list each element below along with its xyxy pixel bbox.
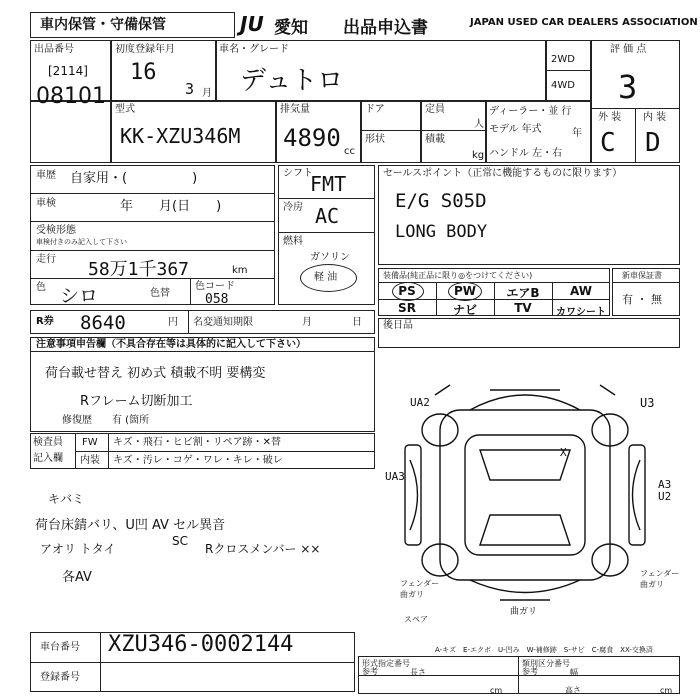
lot-sub: [2114] [48,64,88,78]
bottom-damage: 曲ガリ [510,607,538,617]
ac-label: 冷房 [283,202,303,213]
color-code: 058 [205,292,229,307]
ext-grade: C [600,128,616,158]
extra-5: Rクロスメンバー ×× [205,542,321,556]
tax-day: 日 [352,317,362,328]
month-unit: 月 [202,88,212,99]
spare-label: スペア [404,615,428,624]
fender-left: フェンダー 曲ガリ [400,579,440,599]
reg-number-label: 登録番号 [40,672,80,683]
warranty-label: 新車保証書 [622,271,662,280]
kg-unit: kg [472,150,485,161]
fw-items: キズ・飛石・ヒビ割・リペア跡・✕替 [113,437,281,448]
model-year-label: モデル 年式 [489,124,542,135]
shift-value: FMT [310,172,347,196]
lot-label: 出品番号 [34,44,74,55]
warranty-value: 有 ・ 無 [622,293,662,306]
after-label: 後日品 [383,320,413,331]
inspector-label1: 検査員 [33,437,63,448]
ju-logo: JU [240,12,264,36]
accept-label: 受検形態 [36,225,76,236]
dmg-mark: X [560,446,567,459]
tax-label: 名変通知期限 [193,317,253,328]
color-code-label: 色コード [195,281,235,292]
equip-leather: カワシート [556,307,606,318]
equip-tv: TV [514,301,532,315]
equip-ps: PS [398,284,416,298]
length-cm: cm [490,686,503,695]
ps-circle [392,282,424,301]
handle-label: ハンドル 左・右 [489,148,563,159]
equip-navi: ナビ [452,303,477,317]
color-value: シロ [60,285,99,307]
tax-month: 月 [302,317,312,328]
dmg-a3: A3 [658,478,672,491]
equip-aw: AW [570,284,592,298]
car-name: デュトロ [240,66,344,96]
dealer-label: ディーラー・並 行 [489,106,572,117]
shift-label: シフト [283,168,313,179]
reg-year: 16 [130,60,157,85]
car-name-label: 車名・グレード [219,44,289,55]
int-label: 内 装 [643,112,667,123]
category-label: 類別区分番号 [522,659,570,668]
sales-box [378,165,680,265]
disp-label: 排気量 [280,104,310,115]
history-label: 車歴 [36,170,56,181]
repair-label: 修復歴 有 (箇所 [62,415,150,426]
equip-sr: SR [398,301,416,315]
reg-label: 初度登録年月 [115,44,175,55]
width-label: 幅 [570,668,578,677]
sales-line2: LONG BODY [395,222,488,242]
sales-line1: E/G S05D [395,190,487,212]
drive-4wd: 4WD [551,80,575,91]
load-label: 積載 [425,134,445,145]
int-items: キズ・汚レ・コゲ・ワレ・キレ・破レ [113,455,283,466]
notes-label: 注意事項申告欄（不具合存在等は具体的に記入して下さい） [36,339,306,350]
fender-right: フェンダー 曲ガリ [640,569,680,589]
extra-4: アオリ トタイ [40,542,116,556]
reg-month: 3 [185,80,195,98]
fw-label: FW [82,437,98,448]
chassis-number: XZU346-0002144 [108,632,294,657]
int-label2: 内装 [80,455,100,466]
int-grade: D [645,128,661,158]
drive-2wd: 2WD [551,54,575,65]
color-label: 色 [36,282,46,293]
door-label: ドア [365,104,385,115]
dmg-ua2: UA2 [410,396,430,409]
recycle-label: R券 [36,316,54,327]
chassis-label: 車台番号 [40,642,80,653]
model-code: KK-XZU346M [120,124,241,148]
capacity-label: 定員 [425,104,445,115]
cc-unit: cc [344,146,355,157]
inspect-value: 年 月(日 ) [120,199,222,214]
ac-value: AC [315,204,340,228]
length-label: 長さ [410,668,426,677]
height-label: 高さ [565,686,581,695]
displacement: 4890 [283,124,341,152]
year-unit: 年 [572,128,582,139]
legend: A-キズ E-エクボ U-凹み W-補修跡 S-サビ C-腐食 XX-交換済 [435,646,653,654]
history-value: 自家用・( ) [70,171,198,186]
height-cm: cm [660,686,673,695]
score-label: 評 価 点 [610,44,647,55]
mileage: 58万1千367 [88,259,190,280]
org-name: 愛知 [274,18,308,38]
extra-1: キバミ [48,492,85,506]
extra-6: 各AV [62,570,92,585]
sales-label: セールスポイント（正常に機能するものに限ります） [383,168,623,179]
dmg-u3: U3 [640,396,655,410]
fuel-diesel: 軽 油 [314,272,338,283]
ref-label-1: 参考 [362,667,378,676]
storage-tag: 車内保管・守備保管 [40,17,166,33]
fuel-gas: ガソリン [310,252,350,263]
dmg-ua3: UA3 [385,470,405,483]
ext-label: 外 装 [598,112,622,123]
yen-unit: 円 [168,317,178,328]
shape-label: 形状 [365,134,385,145]
mileage-label: 走行 [36,254,56,265]
accept-note: 車検付きのみ記入して下さい [36,238,127,246]
inspector-label2: 記入欄 [33,453,63,464]
dmg-u2: U2 [658,490,672,503]
form-title: 出品申込書 [343,18,428,38]
ref-label-2: 参考 [522,667,538,676]
equipment-label: 装備品(純正品に限り◎をつけてください) [383,271,533,280]
model-label: 型式 [115,104,135,115]
extra-2: 荷台床錆バリ、U凹 AV セル異音 [35,518,226,533]
extra-3: SC [172,534,188,548]
person-unit: 人 [474,119,484,130]
score: 3 [618,68,638,106]
lot-number: 08101 [36,84,106,109]
km-unit: km [232,265,248,276]
inspect-label: 車検 [36,198,56,209]
fuel-label: 燃料 [283,236,303,247]
recycle-value: 8640 [80,312,126,334]
form-subtitle: JAPAN USED CAR DEALERS ASSOCIATION [470,17,698,28]
equip-airbag: エアB [506,286,540,300]
notes-line1: 荷台載せ替え 初め式 積載不明 要構変 [45,366,266,381]
after-box [378,318,680,348]
equip-pw: PW [453,284,477,298]
form-number-label: 形式指定番号 [362,659,410,668]
fuel-circle [300,264,357,292]
notes-line2: Rフレーム切断加工 [80,394,193,409]
pw-circle [448,282,482,301]
color-change-label: 色替 [150,288,170,299]
